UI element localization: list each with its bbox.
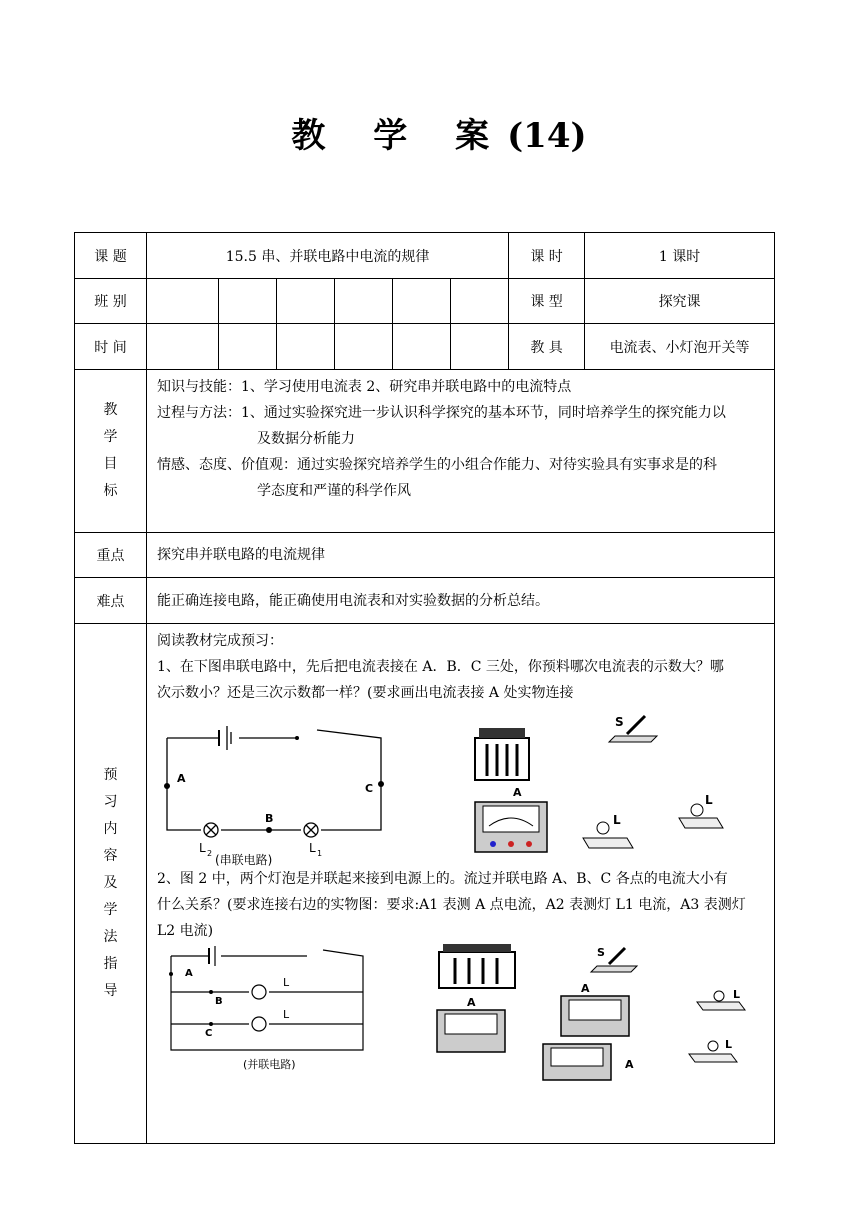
guide-label-char: 容	[103, 848, 118, 864]
par-lamp-l1: L	[283, 976, 290, 989]
lamp-l1-icon	[679, 793, 723, 828]
point-a-label: A	[177, 772, 186, 785]
series-circuit-svg	[157, 706, 777, 866]
goals-label-char: 标	[103, 483, 118, 499]
tools-label: 教 具	[509, 324, 585, 370]
ammeter-a1-icon	[437, 996, 505, 1052]
title-char-3: 案	[455, 116, 490, 156]
par-point-b: B	[215, 996, 223, 1007]
time-cell	[335, 324, 393, 370]
lamp-l2-icon	[583, 813, 633, 848]
lamp-board-l1-2: L	[733, 988, 741, 1001]
lamp-board-l2-2: L	[725, 1038, 733, 1051]
question-2-cont: 什么关系？(要求连接右边的实物图：要求:A1 表测 A 点电流，A2 表测灯 L1 电流，A3 表测灯	[157, 897, 746, 913]
goal-process-cont: 及数据分析能力	[257, 431, 355, 447]
question-2-cont2: L2 电流)	[157, 923, 214, 939]
guide-intro: 阅读教材完成预习：	[157, 633, 283, 649]
topic-value: 15.5 串、并联电路中电流的规律	[147, 233, 509, 279]
goals-label-char: 教	[103, 402, 118, 418]
goal-attitude-cont: 学态度和严谨的科学作风	[257, 483, 411, 499]
type-value: 探究课	[585, 279, 775, 324]
guide-content	[147, 624, 775, 1144]
difficulty-label: 难点	[75, 578, 147, 624]
question-1-cont: 次示数小？还是三次示数都一样？(要求画出电流表接 A 处实物连接	[157, 685, 574, 701]
goal-knowledge: 知识与技能：1、学习使用电流表 2、研究串并联电路中的电流特点	[157, 379, 572, 395]
title-char-2: 学	[373, 116, 408, 156]
guide-label-char: 导	[103, 983, 118, 999]
ammeter-label: A	[513, 786, 522, 799]
question-2: 2、图 2 中，两个灯泡是并联起来接到电源上的。流过并联电路 A、B、C 各点的电流大小有	[157, 871, 728, 887]
period-value: 1 课时	[585, 233, 775, 279]
lamp-board-l2-label: L	[613, 813, 621, 827]
guide-label-char: 内	[103, 821, 118, 837]
ammeter-a2-label: A	[581, 982, 590, 995]
lamp-l1-icon-2	[697, 988, 745, 1010]
parallel-circuit-figure	[157, 944, 764, 1104]
class-label: 班 别	[75, 279, 147, 324]
ammeter-a3-icon	[543, 1044, 634, 1080]
battery-icon	[475, 728, 529, 780]
tools-value: 电流表、小灯泡开关等	[585, 324, 775, 370]
switch-label: S	[615, 715, 624, 729]
switch-icon	[609, 715, 657, 742]
class-cell	[393, 279, 451, 324]
lamp-l2-icon-2	[689, 1038, 737, 1062]
time-cell	[219, 324, 277, 370]
point-b-label: B	[265, 812, 274, 825]
switch-icon	[591, 946, 637, 972]
guide-label	[75, 624, 147, 1144]
guide-label-char: 及	[103, 875, 118, 891]
point-c-label: C	[365, 782, 374, 795]
title-char-1: 教	[291, 116, 326, 156]
guide-label-char: 预	[103, 767, 118, 783]
lamp-board-l1-label: L	[705, 793, 713, 807]
lamp-l1-sub: 1	[317, 849, 323, 858]
goals-label	[75, 370, 147, 533]
time-cell	[277, 324, 335, 370]
guide-label-char: 学	[103, 902, 118, 918]
difficulty-value: 能正确连接电路，能正确使用电流表和对实验数据的分析总结。	[147, 578, 775, 624]
page-title	[0, 108, 860, 157]
class-cell	[451, 279, 509, 324]
class-cell	[219, 279, 277, 324]
ammeter-icon	[475, 786, 547, 852]
ammeter-a2-icon	[561, 982, 629, 1036]
parallel-caption: (并联电路)	[243, 1058, 296, 1071]
battery-icon	[439, 944, 515, 988]
goals-label-char: 目	[103, 456, 118, 472]
time-cell	[147, 324, 219, 370]
time-cell	[451, 324, 509, 370]
goals-label-char: 学	[103, 429, 118, 445]
parallel-circuit-svg	[157, 944, 777, 1084]
period-label: 课 时	[509, 233, 585, 279]
par-point-a: A	[185, 968, 193, 979]
lamp-l2-label: L	[199, 841, 206, 855]
lamp-l1-label: L	[309, 841, 316, 855]
par-point-c: C	[205, 1028, 213, 1039]
guide-label-char: 指	[103, 956, 118, 972]
ammeter-a3-label: A	[625, 1058, 634, 1071]
ammeter-a1-label: A	[467, 996, 476, 1009]
key-value: 探究串并联电路的电流规律	[147, 533, 775, 578]
lamp-l2-sub: 2	[207, 849, 213, 858]
time-cell	[393, 324, 451, 370]
guide-label-char: 法	[103, 929, 118, 945]
key-label: 重点	[75, 533, 147, 578]
goal-attitude: 情感、态度、价值观：通过实验探究培养学生的小组合作能力、对待实验具有实事求是的科	[157, 457, 717, 473]
guide-label-char: 习	[103, 794, 118, 810]
class-cell	[335, 279, 393, 324]
type-label: 课 型	[509, 279, 585, 324]
lesson-plan-table	[74, 232, 775, 1144]
series-caption: (串联电路)	[215, 853, 273, 866]
topic-label: 课 题	[75, 233, 147, 279]
class-cell	[277, 279, 335, 324]
switch-label-2: S	[597, 946, 605, 959]
goals-content	[147, 370, 775, 533]
par-lamp-l2: L	[283, 1008, 290, 1021]
question-1: 1、在下图串联电路中，先后把电流表接在 A．B．C 三处，你预料哪次电流表的示数大？哪	[157, 659, 724, 675]
goal-process: 过程与方法：1、通过实验探究进一步认识科学探究的基本环节，同时培养学生的探究能力以	[157, 405, 726, 421]
time-label: 时 间	[75, 324, 147, 370]
series-circuit-figure	[157, 706, 764, 866]
class-cell	[147, 279, 219, 324]
title-number: (14)	[507, 116, 587, 156]
